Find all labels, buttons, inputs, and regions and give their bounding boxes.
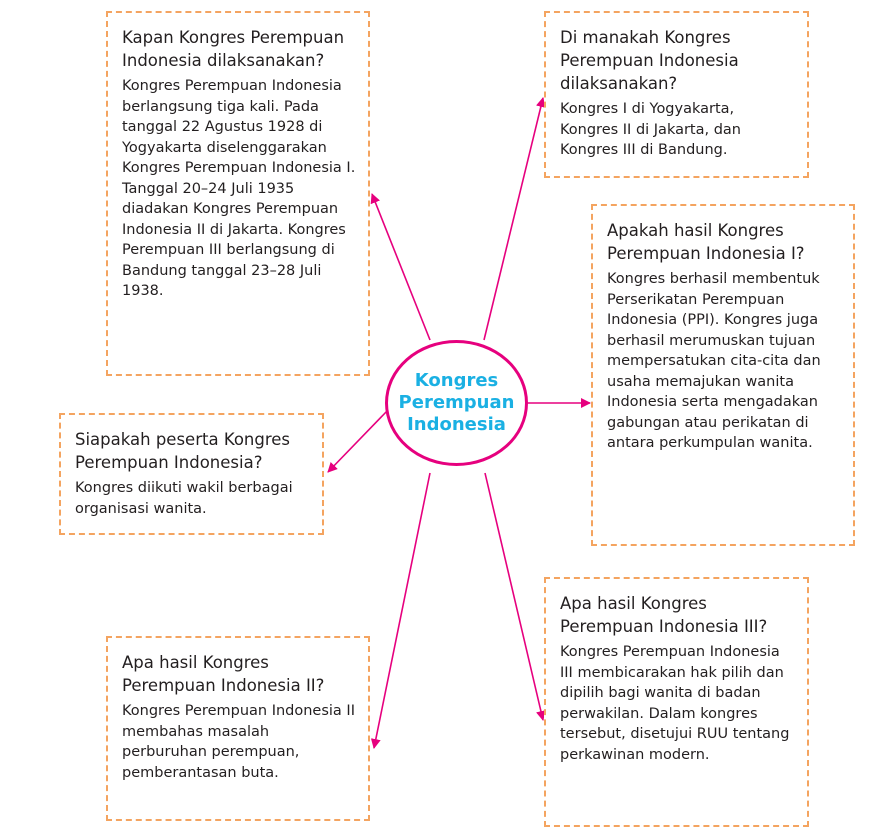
arrow-to-siapakah [328, 410, 388, 472]
answer-di-manakah: Kongres I di Yogyakarta, Kongres II di Jakarta, dan Kongres III di Bandung. [560, 101, 742, 158]
center-topic-circle [385, 340, 528, 466]
center-topic-title: Kongres Perempuan Indonesia [398, 370, 515, 435]
question-siapakah: Siapakah peserta Kongres Perempuan Indonesia? [75, 430, 291, 472]
question-hasil-1: Apakah hasil Kongres Perempuan Indonesia I? [607, 221, 805, 263]
answer-hasil-1: Kongres berhasil membentuk Perserikatan Perempuan Indonesia (PPI). Kongres juga berhasil merumuskan tujuan mempersatukan cita-cita dan usaha memajukan wanita Indonesia serta mengadakan gabungan atau perikatan di antara perkumpulan wanita. [607, 271, 821, 451]
answer-hasil-2: Kongres Perempuan Indonesia II membahas masalah perburuhan perempuan, pemberantasan buta. [122, 703, 355, 781]
box-hasil-3 [544, 577, 809, 827]
question-kapan: Kapan Kongres Perempuan Indonesia dilaksanakan? [122, 28, 345, 70]
question-hasil-3: Apa hasil Kongres Perempuan Indonesia III? [560, 594, 768, 636]
question-hasil-2: Apa hasil Kongres Perempuan Indonesia II? [122, 653, 325, 695]
answer-siapakah: Kongres diikuti wakil berbagai organisasi wanita. [75, 480, 293, 517]
box-hasil-1 [591, 204, 855, 546]
box-siapakah [59, 413, 324, 535]
box-di-manakah [544, 11, 809, 178]
box-kapan [106, 11, 370, 376]
box-hasil-2 [106, 636, 370, 821]
arrow-to-hasil-3 [485, 473, 543, 720]
question-di-manakah: Di manakah Kongres Perempuan Indonesia dilaksanakan? [560, 28, 739, 93]
arrow-to-di-manakah [484, 98, 543, 340]
arrow-to-kapan [372, 194, 430, 340]
answer-hasil-3: Kongres Perempuan Indonesia III membicarakan hak pilih dan dipilih bagi wanita di badan perwakilan. Dalam kongres tersebut, disetujui RUU tentang perkawinan modern. [560, 644, 790, 763]
answer-kapan: Kongres Perempuan Indonesia berlangsung tiga kali. Pada tanggal 22 Agustus 1928 di Yogyakarta diselenggarakan Kongres Perempuan Indonesia I. Tanggal 20–24 Juli 1935 diadakan Kongres Perempuan Indonesia II di Jakarta. Kongres Perempuan III berlangsung di Bandung tanggal 23–28 Juli 1938. [122, 78, 356, 299]
arrow-to-hasil-2 [374, 473, 430, 748]
